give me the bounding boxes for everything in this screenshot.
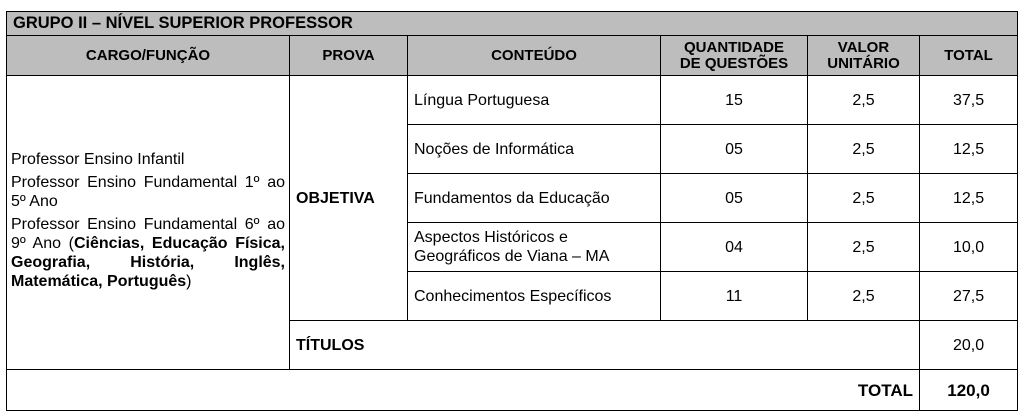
- cargo-fundamental-6-9: [11, 215, 285, 291]
- row-valor: 2,5: [808, 272, 920, 321]
- row-valor: 2,5: [808, 174, 920, 223]
- row-valor: 2,5: [808, 76, 920, 125]
- row-quantidade: 04: [661, 223, 808, 272]
- row-total: 12,5: [920, 174, 1018, 223]
- row-quantidade: 05: [661, 174, 808, 223]
- cargo-cell: [7, 76, 290, 370]
- header-cargo: CARGO/FUNÇÃO: [7, 36, 290, 76]
- titulos-total: 20,0: [920, 321, 1018, 370]
- row-quantidade: 15: [661, 76, 808, 125]
- row-valor: 2,5: [808, 223, 920, 272]
- row-valor: 2,5: [808, 125, 920, 174]
- row-conteudo: Língua Portuguesa: [408, 76, 661, 125]
- row-total: 37,5: [920, 76, 1018, 125]
- cargo-infantil: Professor Ensino Infantil: [11, 151, 185, 168]
- cargo-fundamental-6-9-prefix: Professor Ensino Fundamental 6º ao 9º Ano (: [11, 216, 285, 252]
- header-valor-line1: VALOR: [837, 38, 890, 56]
- cargo-fundamental-6-9-suffix: ): [186, 273, 192, 290]
- row-quantidade: 11: [661, 272, 808, 321]
- cargo-disciplinas: Ciências, Educação Física, Geografia, História, Inglês, Matemática, Português: [11, 235, 285, 290]
- header-total: TOTAL: [920, 36, 1018, 76]
- exam-table: [6, 11, 1018, 411]
- titulos-label: TÍTULOS: [290, 321, 920, 370]
- header-conteudo: CONTEÚDO: [408, 36, 661, 76]
- row-total: 10,0: [920, 223, 1018, 272]
- row-total: 12,5: [920, 125, 1018, 174]
- grand-total-label: TOTAL: [7, 370, 920, 411]
- row-conteudo: Fundamentos da Educação: [408, 174, 661, 223]
- group-title: GRUPO II – NÍVEL SUPERIOR PROFESSOR: [7, 12, 1018, 36]
- row-quantidade: 05: [661, 125, 808, 174]
- header-valor: [808, 36, 920, 76]
- header-quantidade-line1: QUANTIDADE: [684, 38, 784, 56]
- row-total: 27,5: [920, 272, 1018, 321]
- header-valor-line2: UNITÁRIO: [827, 54, 900, 72]
- header-prova: PROVA: [290, 36, 408, 76]
- prova-objetiva: OBJETIVA: [290, 76, 408, 321]
- header-quantidade: [661, 36, 808, 76]
- row-conteudo: Aspectos Históricos e Geográficos de Viana – MA: [408, 223, 661, 272]
- row-conteudo: Conhecimentos Específicos: [408, 272, 661, 321]
- cargo-fundamental-1-5: Professor Ensino Fundamental 1º ao 5º Ano: [11, 174, 285, 210]
- row-conteudo: Noções de Informática: [408, 125, 661, 174]
- header-quantidade-line2: DE QUESTÕES: [679, 54, 789, 72]
- grand-total-value: 120,0: [920, 370, 1018, 411]
